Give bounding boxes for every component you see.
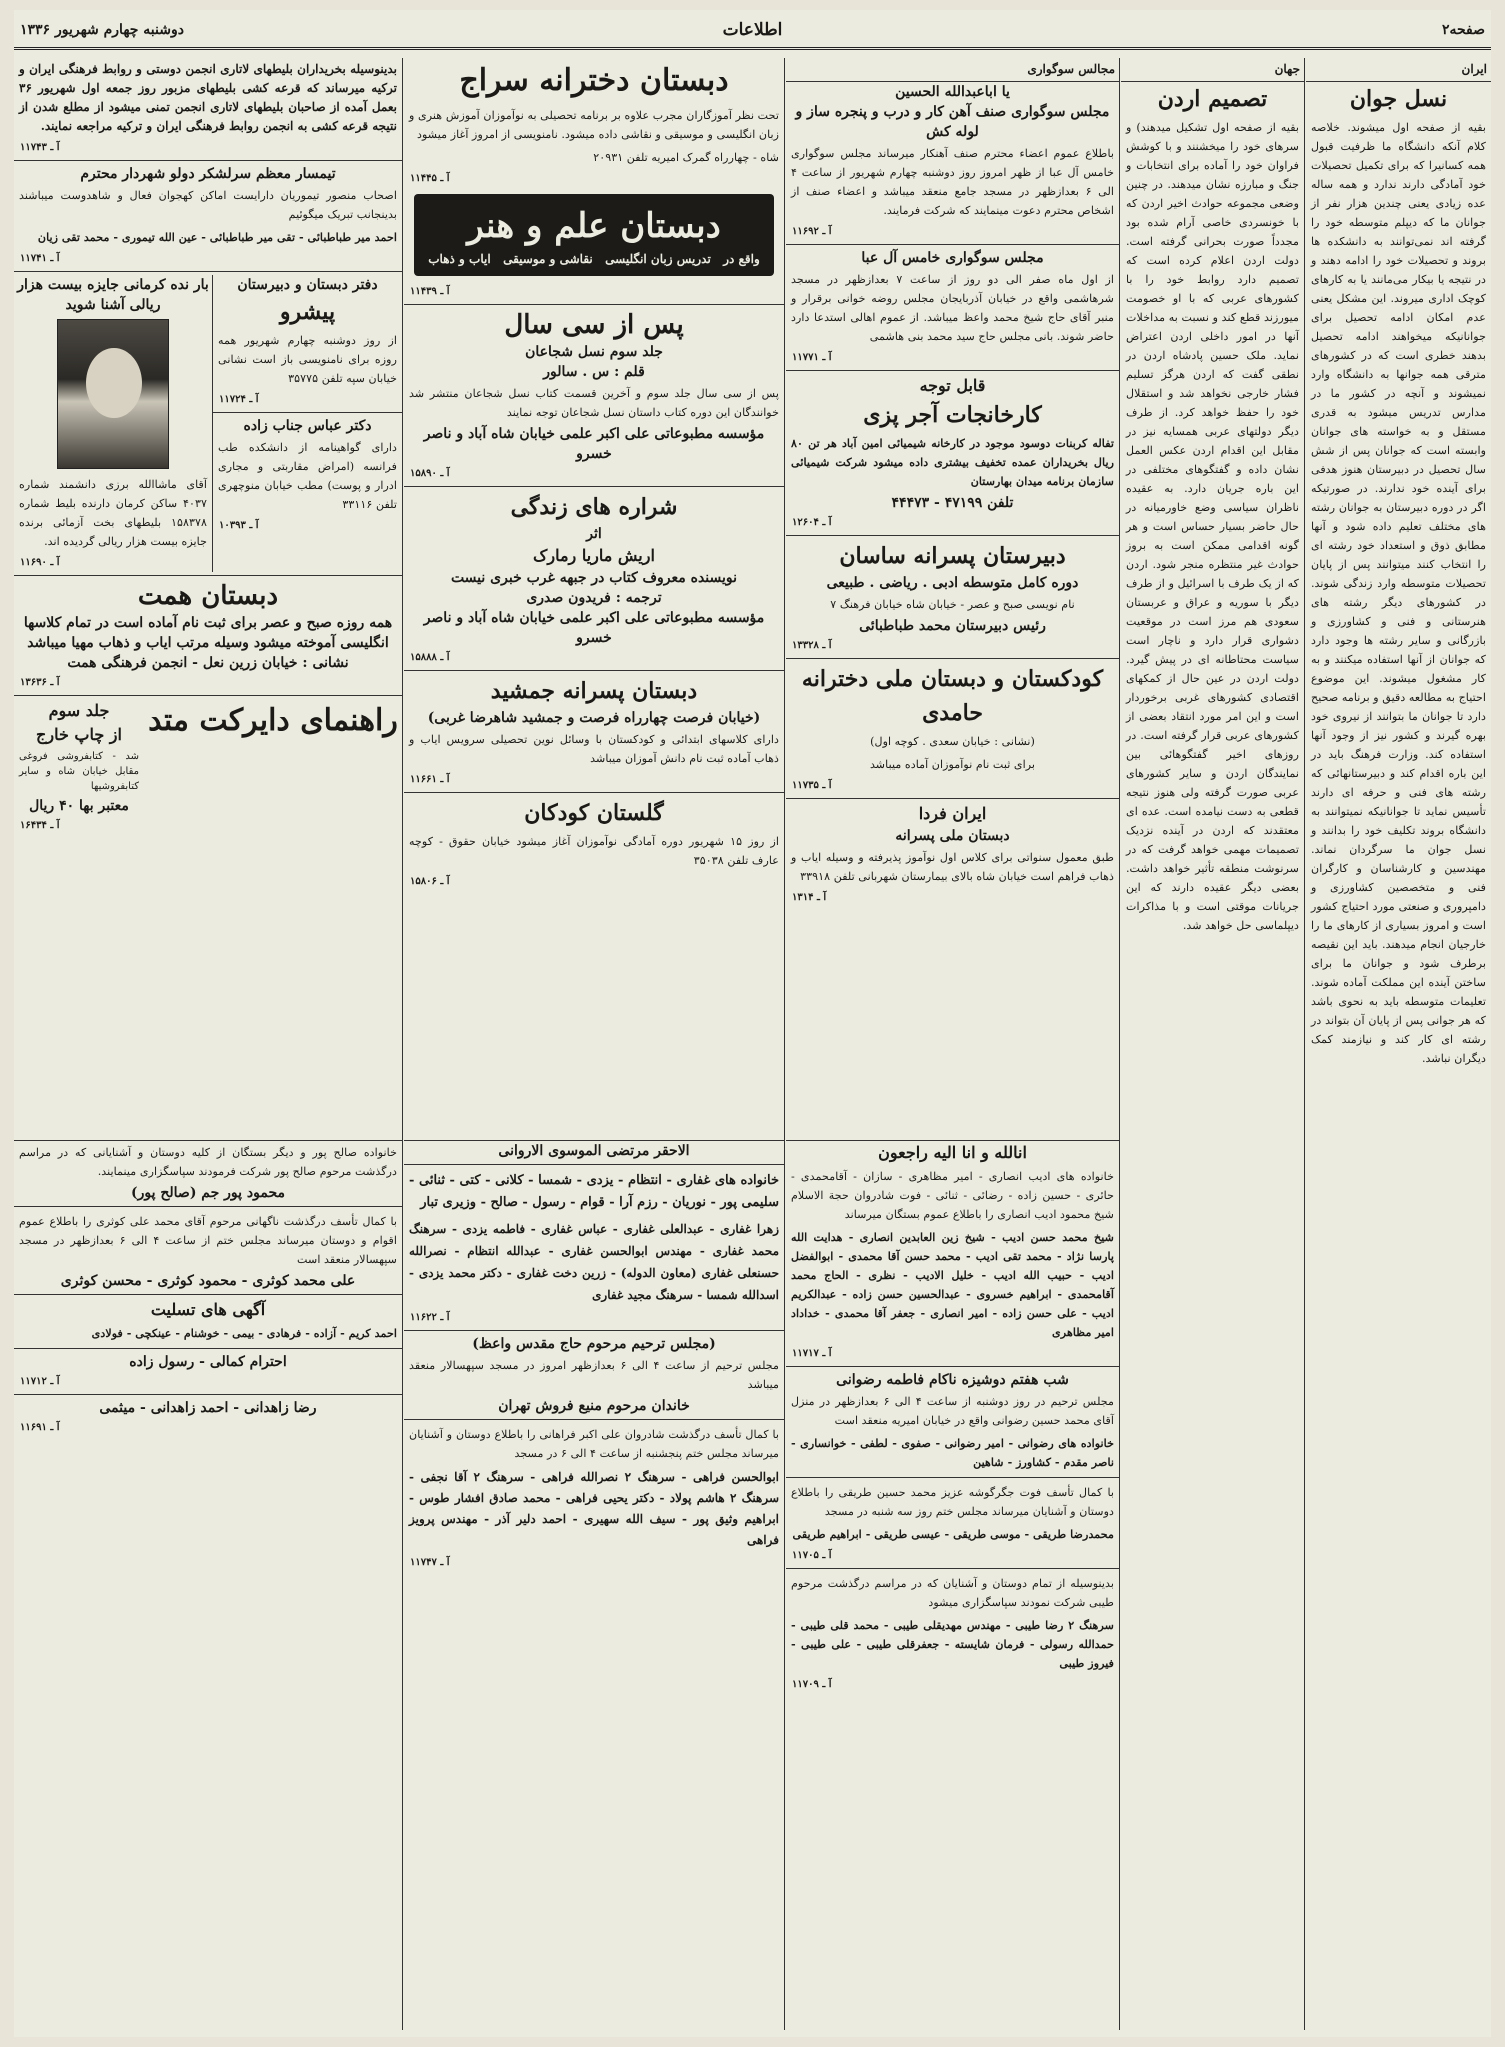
ad-body: پس از سی سال جلد سوم و آخرین قسمت کتاب نسل شجاعان منتشر شد خوانندگان این دوره کتاب داستان نسل شجاعان توجه نمایند xyxy=(409,387,779,419)
ads-row xyxy=(14,275,402,572)
ad-body: مجلس ترحیم از ساعت ۴ الی ۶ بعدازظهر امروز در مسجد سپهسالار منعقد میباشد xyxy=(409,1359,779,1391)
ad-code: آ ـ ۱۳۶۳۶ xyxy=(20,677,60,688)
ad-body: خانواده های ادیب انصاری - امیر مظاهری - سازان - آقامحمدی - حائری - حسین زاده - رضائی - ثنائی - فوت شادروان حجة الاسلام شیخ محمود ادیب انصاری را باطلاع عموم بستگان میرساند xyxy=(791,1170,1114,1221)
ad-sub: (خیابان فرصت چهارراه فرصت و جمشید شاهرضا غربی) xyxy=(427,710,761,726)
section-label: آگهی های تسلیت xyxy=(150,1300,266,1319)
ad-names: خانواده های غفاری - انتظام - یزدی - شمسا - کلانی - کتی - ثنائی - سلیمی پور - نوریان - رزم آرا - قوام - رسول - صالح - وزیری تبار xyxy=(409,1173,779,1210)
ad-publish: از چاپ خارج xyxy=(36,725,122,744)
ad-names: احمد میر طباطبائی - تقی میر طباطبائی - عین الله تیموری - محمد تقی زیان xyxy=(37,230,397,244)
ad-code: آ ـ ۱۳۳۲۸ xyxy=(792,640,832,651)
ad-code: آ ـ ۱۶۴۳۴ xyxy=(20,820,60,831)
ad-names: رضا زاهدانی - احمد زاهدانی - میثمی xyxy=(99,1400,317,1416)
ad-names: احترام کمالی - رسول زاده xyxy=(129,1354,287,1370)
bottom-right-col xyxy=(14,1140,402,2030)
ad-code: آ ـ ۱۱۷۴۳ xyxy=(20,142,60,153)
ad-names: احمد کریم - آزاده - فرهادی - بیمی - خوشنام - عینکچی - فولادی xyxy=(91,1326,397,1340)
ad-title: شب هفتم دوشیزه ناکام فاطمه رضوانی xyxy=(836,1372,1069,1388)
bottom-mid-col xyxy=(404,1140,784,2030)
ad-author: اریش ماریا رمارک xyxy=(533,546,655,565)
ad-body: از روز دوشنبه چهارم شهریور همه روزه برای نامنویسی باز است نشانی خیابان سپه تلفن ۳۵۷۷۵ xyxy=(218,334,397,385)
ad-body: بدینوسیله بخریداران بلیطهای لاتاری انجمن دوستی و روابط فرهنگی ایران و ترکیه میرساند که قرعه کشی بلیطهای مزبور روز جمعه اول شهریور ۳۶ بعمل آمده از صاحبان بلیطهای لاتاری انجمن تمنی میشود از مطلع شدن از نتیجه قرعه کشی به انجمن روابط فرهنگی ایران و ترکیه مراجعه نمایند. xyxy=(19,62,397,133)
ad-line: واقع در xyxy=(723,252,760,266)
article-body: بقیه از صفحه اول تشکیل میدهند) و سرهای خود را میخشنند و با کوشش فراوان خود را آماده برای انتخابات و جنگ و مبارزه نشان میدهند. در چنین وضعی مجموعه حوادث اخیر اردن که با خونسردی خاصی آرام شده بود مجدداً صورت بحرانی گرفته است. دولت اردن اعلام کرده است که تصمیم دارد روابط خود را با کشورهای عربی که با او خصومت میورزند قطع کند و نسبت به مداخلات آنها در امور داخلی اردن اعتراض نماید. ملک حسین پادشاه اردن در نطقی گفت که اردن هرگز تسلیم فشار خارجی نخواهد شد و استقلال خود را حفظ خواهد کرد. از طرف دیگر دولتهای عربی همسایه نیز در مقابل این اقدام اردن عکس العمل نشان داده و گفتگوهای مختلفی در این باره جریان دارد. به عقیده ناظران سیاسی وضع خاورمیانه در حال حاضر بسیار حساس است و هر گونه اقدامی ممکن است به بروز حوادث غیر منتظره منجر شود. اردن که از یک طرف با اسرائیل و از طرف دیگر با سوریه و عراق و عربستان سعودی هم مرز است در موقعیت دشواری قرار دارد و ناچار است سیاست محتاطانه ای در پیش گیرد. دولت اردن در عین حال از کمکهای اقتصادی کشورهای غربی برخوردار است و این امر مورد انتقاد بعضی از کشورهای عربی قرار گرفته است. در روزهای اخیر گفتگوهائی بین نمایندگان اردن و سایر کشورهای عربی صورت گرفته ولی هنوز نتیجه قطعی به دست نیامده است. عده ای معتقدند که اردن در آینده نزدیک تصمیمات مهمی خواهد گرفت که در سرنوشت منطقه تأثیر خواهد داشت. بعضی دیگر عقیده دارند که این جریانات موقتی است و با مذاکرات دیپلماسی حل خواهد شد. xyxy=(1126,121,1299,932)
ad-names: خانواده های رضوانی - امیر رضوانی - صفوی - لطفی - خوانساری - ناصر مقدم - کشاورز - شاهین xyxy=(791,1436,1114,1469)
ad-title: راهنمای دایرکت متد xyxy=(148,703,398,738)
ad-code: آ ـ ۱۱۴۳۹ xyxy=(410,286,450,297)
ad-title: گلستان کودکان xyxy=(524,800,664,826)
ad-body: بدینوسیله از تمام دوستان و آشنایان که در مراسم درگذشت مرحوم طیبی شرکت نمودند سپاسگزاری میشود xyxy=(791,1577,1114,1609)
ad-body: از روز ۱۵ شهریور دوره آمادگی نوآموزان آغاز میشود خیابان حقوق - کوچه عارف تلفن ۳۵۰۳۸ xyxy=(409,835,779,867)
ad-title: ایران فردا xyxy=(918,804,987,823)
section-label: ایران xyxy=(1306,58,1491,82)
ad-title: شراره های زندگی xyxy=(510,494,678,520)
page-header xyxy=(14,10,1491,50)
column-misc-ads xyxy=(14,58,402,1138)
ad-body: مجلس ترحیم در روز دوشنبه از ساعت ۴ الی ۶ بعدازظهر در منزل آقای محمد حسین رضوانی واقع در خیابان امیریه منعقد است xyxy=(791,1395,1114,1427)
ad-code: آ ـ ۱۰۳۹۳ xyxy=(219,520,259,531)
ad-names: سرهنگ ۲ رضا طیبی - مهندس مهدیقلی طیبی - محمد قلی طیبی - حمدالله رسولی - فرمان شایسته - جعفرقلی طیبی - علی طیبی - فیروز طیبی xyxy=(791,1618,1114,1670)
ad-translator: ترجمه : فریدون صدری xyxy=(526,590,662,606)
ad-code: آ ـ ۱۱۶۲۲ xyxy=(410,1312,450,1323)
ad-code: آ ـ ۱۵۸۹۰ xyxy=(410,468,450,479)
article-title: نسل جوان xyxy=(1349,86,1448,112)
ad-title: تیمسار معظم سرلشکر دولو شهردار محترم xyxy=(80,166,336,182)
ad-names: شیخ محمد حسن ادیب - شیخ زین العابدین انصاری - هدایت الله پارسا نژاد - محمد تقی ادیب - محمد حسن آقا محمدی - ابوالفضل ادیب - حبیب الله ادیب - خلیل الادیب - نظری - الحاج محمد آقامحمدی - ابراهیم خسروی - عبدالحسین حسن زاده - عبدالکریم ادیب - علی حسن زاده - امیر انصاری - جعفر آقا محمدی - خداداد امیر مظاهری xyxy=(791,1230,1114,1339)
ad-title: کودکستان و دبستان ملی دخترانه حامدی xyxy=(801,666,1104,726)
section-label: جهان xyxy=(1121,58,1304,82)
ad-names: زهرا غفاری - عبدالعلی غفاری - عباس غفاری - فاطمه یزدی - سرهنگ محمد غفاری - مهندس ابوالحسن غفاری - عبدالله انتظام - نصرالله حسنعلی غفاری (معاون الدوله) - زرین دخت غفاری - دکتر محمد یزدی - اسدالله شمسا - سرهنگ مجید غفاری xyxy=(409,1222,779,1302)
ad-code: آ ـ ۱۱۷۱۷ xyxy=(792,1348,832,1359)
ad-body: تفاله کربنات دوسود موجود در کارخانه شیمیائی امین آباد هر تن ۸۰ ریال بخریداران عمده تخفیف بیشتری داده میشود شرکت شیمیائی سازمان برنامه میدان بهارستان xyxy=(791,436,1114,488)
ad-body: از اول ماه صفر الی دو روز از ساعت ۷ بعدازظهر در مسجد شرهاشمی واقع در خیابان آذربایجان مجلس روضه خوانی برقرار و منبر آقای حاج شیخ محمد واعظ میباشد. از عموم اهالی استدعا دارد حاضر شوند. بانی مجلس حاج سید محمد بنی هاشمی xyxy=(791,273,1115,343)
ad-code: آ ـ ۱۵۸۰۶ xyxy=(410,876,450,887)
ad-body: آقای ماشاالله برزی دانشمند شماره ۴۰۳۷ ساکن کرمان دارنده بلیط شماره ۱۵۸۳۷۸ بلیطهای بخت آزمائی برنده جایزه بیست هزار ریالی گردیده اند. xyxy=(19,478,207,548)
ad-body: همه روزه صبح و عصر برای ثبت نام آماده است در تمام کلاسها انگلیسی آموخته میشود وسیله مرتب ایاب و ذهاب مهیا میباشد xyxy=(23,615,393,651)
ad-code: آ ـ ۱۱۷۴۷ xyxy=(410,1557,450,1568)
ad-banner xyxy=(414,194,774,276)
newspaper-page xyxy=(14,10,1491,2037)
ad-title: دبستان دخترانه سراج xyxy=(459,63,729,98)
ads-sub-col xyxy=(212,275,402,572)
ad-body: با کمال تأسف فوت جگرگوشه عزیز محمد حسین طریقی را باطلاع دوستان و آشنایان میرساند مجلس ختم روز سه شنبه در مسجد xyxy=(791,1486,1114,1518)
ad-phone: تلفن ۴۷۱۹۹ - ۴۴۴۷۳ xyxy=(891,495,1014,511)
ad-heading: مجلس سوگواری صنف آهن کار و درب و پنجره ساز و لوله کش xyxy=(795,104,1110,140)
bottom-majales-col xyxy=(786,1140,1119,2030)
ad-address: نشانی : خیابان زرین نعل - انجمن فرهنگی همت xyxy=(67,655,349,671)
ad-body: اصحاب منصور تیموریان دارایست اماکن کهجوان فعال و شاهدوست میباشند بدینجانب تبریک میگوئیم xyxy=(19,189,397,221)
ad-body: با کمال تأسف درگذشت شادروان علی اکبر فراهانی را باطلاع دوستان و آشنایان میرساند مجلس ختم پنجشنبه از ساعت ۴ الی ۶ در مسجد xyxy=(409,1428,779,1460)
ad-body: خانواده صالح پور و دیگر بستگان از کلیه دوستان و آشنایانی که در مراسم درگذشت مرحوم صالح پور شرکت فرمودند سپاسگزاری مینمایند. xyxy=(19,1146,397,1178)
paper-name: اطلاعات xyxy=(722,20,783,40)
ad-body: تحت نظر آموزگاران مجرب علاوه بر برنامه تحصیلی به نوآموزان آموزش هنری و زبان انگلیسی و موسیقی و نقاشی داده میشود. نامنویسی از امروز آغاز میشود xyxy=(409,109,779,141)
ad-line: تدریس زبان انگلیسی xyxy=(605,252,711,266)
ad-body: باطلاع عموم اعضاء محترم صنف آهنکار میرساند مجلس سوگواری خامس آل عبا از ظهر امروز روز دوشنبه چهارم شهریور از ساعت ۴ الی ۶ بعدازظهر در مسجد جامع منعقد میباشد و اعضاء صنف از اشخاص محترم دعوت مینمایند که شرکت فرمایند. xyxy=(791,147,1114,217)
ad-title: دبستان پسرانه جمشید xyxy=(490,678,698,704)
ad-names: ابوالحسن فراهی - سرهنگ ۲ نصرالله فراهی - سرهنگ ۲ آقا نجفی - سرهنگ ۲ هاشم پولاد - دکتر یحیی فراهی - محمد صادق افشار طوس - ابراهیم وثیق پور - سیف الله سهیری - احمد دلیر آذر - مهندس پرویز فراهی xyxy=(409,1470,779,1547)
ad-body: نویسنده معروف کتاب در جبهه غرب خبری نیست xyxy=(450,570,738,586)
ad-body: دوره کامل متوسطه ادبی . ریاضی . طبیعی xyxy=(826,575,1079,591)
ad-sign: رئیس دبیرستان محمد طباطبائی xyxy=(859,618,1046,634)
ad-body: طبق معمول سنواتی برای کلاس اول نوآموز پذیرفته و وسیله ایاب و ذهاب فراهم است خیابان شاه بالای بیمارستان شهربانی تلفن ۳۳۹۱۸ xyxy=(791,851,1114,883)
article-title: تصمیم اردن xyxy=(1157,86,1268,112)
ad-sub: نام نویسی صبح و عصر - خیابان شاه خیابان فرهنگ ۷ xyxy=(830,598,1075,611)
ad-code: آ ـ ۱۱۶۶۱ xyxy=(410,774,450,785)
ad-title: (مجلس ترحیم مرحوم حاج مقدس واعظ) xyxy=(472,1336,716,1352)
ad-code: آ ـ ۱۱۶۹۱ xyxy=(20,1422,60,1433)
ad-line: ایاب و ذهاب xyxy=(428,252,491,266)
ad-body: شد - کتابفروشی فروغی مقابل خیابان شاه و سایر کتابفروشیها xyxy=(19,751,139,792)
ad-body: با کمال تأسف درگذشت ناگهانی مرحوم آقای محمد علی کوثری را باطلاع عموم اقوام و دوستان میرساند مجلس ختم از ساعت ۴ الی ۶ بعدازظهر در مسجد سپهسالار منعقد است xyxy=(19,1215,397,1266)
ad-code: آ ـ ۱۱۷۷۱ xyxy=(792,352,832,363)
section-label: مجالس سوگواری xyxy=(786,58,1119,82)
ad-price: معتبر بها ۴۰ ریال xyxy=(29,798,129,814)
ad-name: پیشرو xyxy=(279,299,336,325)
ad-code: آ ـ ۱۱۷۰۹ xyxy=(792,1679,832,1690)
ad-sign: خاندان مرحوم منیع فروش تهران xyxy=(498,1398,690,1414)
ad-address: شاه - چهارراه گمرک امیریه تلفن ۲۰۹۳۱ xyxy=(593,151,779,164)
ad-heading: دبستان ملی پسرانه xyxy=(895,828,1010,844)
ad-title: مجلس سوگواری خامس آل عبا xyxy=(861,250,1044,266)
ad-code: آ ـ ۱۱۷۱۲ xyxy=(20,1376,60,1387)
issue-date: دوشنبه چهارم شهریور ۱۳۳۶ xyxy=(20,22,184,38)
ad-body: برای ثبت نام نوآموزان آماده میباشد xyxy=(869,758,1036,771)
ad-sign: الاحقر مرتضی الموسوی الاروانی xyxy=(498,1143,690,1159)
ad-code: آ ـ ۱۱۷۳۵ xyxy=(792,780,832,791)
ad-title: پس از سی سال xyxy=(504,310,684,340)
ad-code: آ ـ ۱۳۱۴ xyxy=(792,892,827,903)
ad-sign: محمود پور جم (صالح پور) xyxy=(130,1185,286,1201)
ad-title: دبستان علم و هنر xyxy=(467,206,721,246)
ad-code: آ ـ ۱۱۷۴۱ xyxy=(20,253,60,264)
ad-line: نقاشی و موسیقی xyxy=(503,252,593,266)
ad-body: دارای گواهینامه از دانشکده طب فرانسه (امراض مقاربتی و مجاری ادرار و پوست) مطب خیابان منوچهری تلفن ۳۳۱۱۶ xyxy=(218,441,397,511)
ad-body: دارای کلاسهای ابتدائی و کودکستان با وسائل نوین تحصیلی سرویس ایاب و ذهاب آماده ثبت نام دانش آموزان میباشد xyxy=(409,733,779,765)
ad-sub: اثر xyxy=(586,526,602,542)
ad-title: دبیرستان پسرانه ساسان xyxy=(839,543,1066,569)
ad-publisher: مؤسسه مطبوعاتی علی اکبر علمی خیابان شاه آباد و ناصر خسرو xyxy=(423,610,765,646)
ad-code: آ ـ ۱۱۶۹۰ xyxy=(20,557,60,568)
ad-code: آ ـ ۱۵۸۸۸ xyxy=(410,652,450,663)
ad-title: یا اباعبدالله الحسین xyxy=(895,84,1010,100)
column-iran xyxy=(1306,58,1491,2030)
page-number: صفحه۲ xyxy=(1441,22,1485,38)
ad-heading: کارخانجات آجر پزی xyxy=(863,402,1042,428)
ad-code: آ ـ ۱۱۷۲۴ xyxy=(219,394,259,405)
ad-title: دبستان همت xyxy=(137,581,279,611)
column-jahan xyxy=(1121,58,1304,2030)
ad-title: دکتر عباس جناب زاده xyxy=(243,418,372,434)
ad-sub: (نشانی : خیابان سعدی . کوچه اول) xyxy=(870,735,1035,748)
ad-title: انالله و انا الیه راجعون xyxy=(878,1143,1027,1162)
column-majales xyxy=(786,58,1119,1138)
ad-publisher: مؤسسه مطبوعاتی علی اکبر علمی خیابان شاه آباد و ناصر خسرو xyxy=(423,426,765,462)
ad-author: قلم : س . سالور xyxy=(543,364,645,380)
ad-names: علی محمد کوثری - محمود کوثری - محسن کوثری xyxy=(60,1273,356,1289)
column-dabestan xyxy=(404,58,784,1138)
ad-direct-method xyxy=(14,699,402,816)
ad-sub: جلد سوم نسل شجاعان xyxy=(525,344,663,360)
ad-code: آ ـ ۱۱۶۹۲ xyxy=(792,226,832,237)
ad-title: دفتر دبستان و دبیرستان xyxy=(237,277,378,293)
article-body: بقیه از صفحه اول میشوند. خلاصه کلام آنکه دانشگاه ما ظرفیت قبول همه کسانیرا که برای تکمیل تحصیلات خود آمادگی دارند ندارد و همه ساله عده زیادی یعنی چندین هزار نفر از جوانان ما که دیپلم متوسطه خود را گرفته اند نمی‌توانند به دانشکده ها بروند و تحصیلات خود را ادامه دهند و در نتیجه یا بیکار می‌مانند یا به کارهای کوچک اداری میروند. این مشکل یعنی عدم امکان ادامه تحصیل برای جوانانیکه میخواهند ادامه تحصیل بدهند خطری است که در کشورهای مترقی همه جوانها به دانشگاه وارد نمیشوند و آنچه در کشور ما در مدارس تدریس میشود به قدری مستقل و به خواسته های جوانان وابسته است که جوانان پس از شش سال تحصیل در دبیرستان هنوز هدفی برای آینده خود ندارند. در صورتیکه اگر در دوره دبیرستان به جوانان رشته های مختلف تعلیم داده شود و آنها مطابق ذوق و استعداد خود رشته ای را انتخاب کنند میتوانند پس از پایان تحصیلات متوسطه وارد زندگی شوند. در کشورهای دیگر رشته های هنرستانی و فنی و کشاورزی و بازرگانی و سایر رشته ها وجود دارد که جوانان از آنها استفاده میکنند و به کار مشغول میشوند. این موضوع احتیاج به مطالعه دقیق و برنامه صحیح دارد تا جوانان ما بتوانند از نیروی خود بهره گیرند و کشور نیز از وجود آنها استفاده کند. وزارت فرهنگ باید در این باره اقدام کند و دبیرستانهائی که رشته های فنی و حرفه ای دارند تأسیس نماید تا جوانانیکه نمیتوانند به دانشگاه بروند تکلیف خود را بدانند و نسل جوان ما سرگردان نماند. مهندسین و کارشناسان و کارگران فنی و متخصصین کشاورزی و دامپروری و صنعتی مورد احتیاج کشور است و امروز بسیاری از کارهای ما را خارجیان انجام میدهند. باید این نقیصه برطرف شود و جوانان ما برای ساختن آینده این مملکت آماده شوند. تعلیمات متوسطه باید به نحوی باشد که هر جوانی پس از پایان آن بتواند در رشته ای کار کند و نیازمند کمک دیگران نباشد. xyxy=(1311,121,1486,1065)
ad-code: آ ـ ۱۱۷۰۵ xyxy=(792,1550,832,1561)
ads-sub-col xyxy=(14,275,212,572)
ad-title: بار نده کرمانی جایزه بیست هزار ریالی آشنا شوید xyxy=(17,277,209,313)
ad-title: قابل توجه xyxy=(919,376,986,395)
ad-names: محمدرضا طریقی - موسی طریقی - عیسی طریقی - ابراهیم طریقی xyxy=(792,1527,1114,1541)
ad-volume: جلد سوم xyxy=(48,701,110,720)
ad-code: آ ـ ۱۲۶۰۴ xyxy=(792,517,832,528)
ad-code: آ ـ ۱۱۴۴۵ xyxy=(410,173,450,184)
portrait-photo xyxy=(57,319,169,469)
